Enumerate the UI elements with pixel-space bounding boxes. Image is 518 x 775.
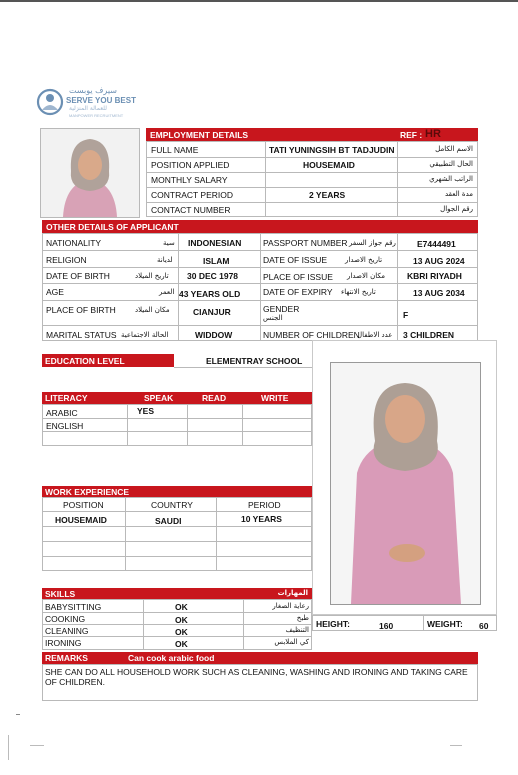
contract-value: 2 YEARS: [309, 190, 346, 200]
religion-label: RELIGION: [46, 255, 87, 265]
issue-date-label: DATE OF ISSUE: [263, 255, 328, 265]
employment-header: [146, 128, 397, 141]
literacy-lang-1: ENGLISH: [46, 421, 84, 431]
contact-ar: رقم الجوال: [440, 205, 473, 213]
full-name-ar: الاسم الكامل: [435, 145, 473, 153]
contract-label: CONTRACT PERIOD: [151, 190, 234, 200]
literacy-table: [42, 404, 312, 446]
corner-mark-right: [450, 745, 462, 746]
person-full-body-icon: [331, 363, 480, 604]
passport-label: PASSPORT NUMBER: [263, 238, 348, 248]
skill-ar-1: طبخ: [296, 614, 309, 622]
logo-name: SERVE YOU BEST: [66, 96, 136, 105]
religion-value: ISLAM: [203, 256, 230, 266]
issue-date-ar: تاريخ الاصدار: [345, 256, 383, 264]
age-value: 43 YEARS OLD: [179, 289, 241, 299]
contact-label: CONTACT NUMBER: [151, 205, 231, 215]
issue-place-value: KBRI RIYADH: [407, 271, 462, 281]
issue-place-label: PLACE OF ISSUE: [263, 272, 333, 282]
age-label: AGE: [46, 287, 64, 297]
birthplace-label: PLACE OF BIRTH: [46, 305, 116, 315]
skill-name-3: IRONING: [45, 638, 82, 648]
issue-place-ar: مكان الاصدار: [347, 272, 385, 280]
skill-ar-0: رعاية الصغار: [272, 602, 309, 610]
employment-table: [146, 141, 478, 217]
logo-arabic: سيرف يوبست: [69, 86, 117, 95]
small-photo: [40, 128, 140, 218]
literacy-lang-0: ARABIC: [46, 408, 78, 418]
remarks-text: SHE CAN DO ALL HOUSEHOLD WORK SUCH AS CLEANING, WASHING AND IRONING AND TAKING CARE OF CHILDREN.: [45, 667, 468, 687]
literacy-col-0: LITERACY: [45, 393, 88, 403]
religion-ar: لديانة: [157, 256, 173, 264]
skill-value-3: OK: [175, 639, 188, 649]
work-country-0: SAUDI: [155, 516, 182, 526]
corner-mark-left: [30, 745, 44, 746]
remarks-box: [42, 664, 478, 701]
ref-label: REF :: [400, 130, 423, 140]
full-name-value: TATI YUNINGSIH BT TADJUDIN: [269, 145, 395, 155]
salary-label: MONTHLY SALARY: [151, 175, 228, 185]
work-col-period: PERIOD: [248, 500, 281, 510]
top-edge: [0, 0, 518, 2]
issue-date-value: 13 AUG 2024: [413, 256, 465, 266]
position-value: HOUSEMAID: [303, 160, 355, 170]
expiry-value: 13 AUG 2034: [413, 288, 465, 298]
children-value: 3 CHILDREN: [403, 330, 455, 340]
skills-header-text: SKILLS: [45, 589, 76, 599]
dob-label: DATE OF BIRTH: [46, 271, 110, 281]
position-label: POSITION APPLIED: [151, 160, 230, 170]
side-dash: [16, 714, 20, 715]
nationality-label: NATIONALITY: [46, 238, 102, 248]
salary-ar: الراتب الشهري: [429, 175, 473, 183]
nationality-ar: سية: [163, 239, 175, 247]
contract-ar: مدة العقد: [445, 190, 473, 198]
skill-value-1: OK: [175, 615, 188, 625]
full-name-label: FULL NAME: [151, 145, 199, 155]
literacy-col-1: SPEAK: [144, 393, 174, 403]
skill-value-2: OK: [175, 627, 188, 637]
children-ar: عدد الاطفال: [357, 331, 393, 339]
skill-name-0: BABYSITTING: [45, 602, 102, 612]
dob-value: 30 DEC 1978: [187, 271, 239, 281]
skill-name-1: COOKING: [45, 614, 86, 624]
literacy-col-2: READ: [202, 393, 227, 403]
marital-value: WIDDOW: [195, 330, 233, 340]
dob-ar: تاريخ الميلاد: [135, 272, 169, 280]
skill-value-0: OK: [175, 602, 188, 612]
birthplace-value: CIANJUR: [193, 307, 231, 317]
other-header: [42, 220, 478, 233]
gender-label: GENDER: [263, 304, 300, 314]
age-ar: العمر: [159, 288, 175, 296]
work-col-country: COUNTRY: [151, 500, 193, 510]
stats-row: [312, 615, 497, 631]
work-col-position: POSITION: [63, 500, 104, 510]
skills-header: [42, 588, 312, 599]
expiry-label: DATE OF EXPIRY: [263, 287, 333, 297]
work-position-0: HOUSEMAID: [55, 515, 107, 525]
passport-value: E7444491: [417, 239, 456, 249]
literacy-header: [42, 392, 312, 404]
remarks-label: REMARKS: [45, 653, 88, 663]
expiry-ar: تاريخ الانتهاء: [341, 288, 376, 296]
other-table: [42, 233, 478, 341]
height-value: 160: [379, 621, 394, 631]
gender-value: F: [403, 310, 409, 320]
marital-label: MARITAL STATUS: [46, 330, 117, 340]
skill-ar-2: التنظيف: [285, 626, 309, 634]
logo-sub-arabic: للعمالة المنزلية: [69, 105, 107, 112]
education-value: ELEMENTRAY SCHOOL: [206, 356, 303, 366]
children-label: NUMBER OF CHILDREN: [263, 330, 360, 340]
other-header-text: OTHER DETAILS OF APPLICANT: [46, 222, 179, 232]
logo-sub: MANPOWER RECRUITMENT: [69, 113, 124, 118]
birthplace-ar: مكان الميلاد: [135, 306, 170, 314]
skill-name-2: CLEANING: [45, 626, 89, 636]
employment-header-text: EMPLOYMENT DETAILS: [150, 130, 249, 140]
literacy-speak-0: YES: [137, 406, 155, 416]
logo-emblem-icon: [36, 88, 64, 116]
person-portrait-small-icon: [41, 129, 139, 217]
work-header-text: WORK EXPERIENCE: [45, 487, 130, 497]
weight-label: WEIGHT:: [427, 619, 463, 629]
marital-ar: الحالة الاجتماعية: [121, 331, 169, 339]
nationality-value: INDONESIAN: [188, 238, 242, 248]
remarks-bar: [42, 652, 478, 664]
gender-ar: الجنس: [263, 314, 283, 322]
full-body-photo: [330, 362, 481, 605]
education-label-box: [42, 354, 174, 367]
education-label: EDUCATION LEVEL: [45, 356, 125, 366]
education-value-box: [174, 354, 312, 368]
passport-ar: رقم جواز السفر: [349, 239, 396, 247]
logo: [36, 86, 146, 120]
literacy-col-3: WRITE: [261, 393, 289, 403]
skills-table: [42, 599, 312, 650]
ref-box: [397, 128, 478, 141]
position-ar: الحال التطبيقي: [429, 160, 473, 168]
remarks-headline: Can cook arabic food: [128, 653, 215, 663]
work-header: [42, 486, 312, 497]
weight-value: 60: [479, 621, 489, 631]
ref-value: HR: [425, 128, 441, 140]
height-label: HEIGHT:: [316, 619, 350, 629]
work-period-0: 10 YEARS: [241, 514, 282, 524]
skill-ar-3: كي الملابس: [274, 638, 309, 646]
corner-mark-left-v: [8, 735, 9, 760]
skills-header-ar: المهارات: [277, 589, 308, 597]
work-table: [42, 497, 312, 571]
